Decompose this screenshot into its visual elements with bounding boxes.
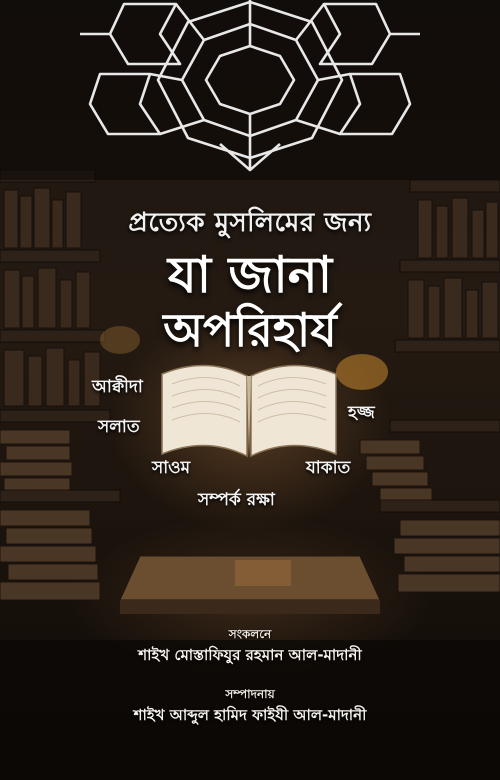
topic-hajj: হজ্জ bbox=[348, 403, 375, 423]
title-line-1: প্রত্যেক মুসলিমের জন্য bbox=[128, 208, 372, 238]
topic-salat: সলাত bbox=[98, 417, 140, 437]
title-line-3: অপরিহার্য bbox=[163, 303, 337, 357]
editor-name: শাইখ আব্দুল হামিদ ফাইযী আল-মাদানী bbox=[133, 706, 367, 724]
open-book-icon bbox=[158, 352, 340, 460]
topic-relations: সম্পর্ক রক্ষা bbox=[198, 490, 275, 510]
title-line-2: যা জানা bbox=[167, 246, 333, 304]
geometric-ornament bbox=[80, 0, 420, 174]
left-book-stack bbox=[0, 430, 100, 600]
topic-sawm: সাওম bbox=[152, 458, 191, 478]
compiled-by-label: সংকলনে bbox=[228, 627, 272, 641]
compiler-name: শাইখ মোস্তাফিযুর রহমান আল-মাদানী bbox=[138, 646, 362, 664]
reading-desk bbox=[120, 556, 380, 614]
topic-aqida: আক্বীদা bbox=[92, 377, 143, 397]
edited-by-label: সম্পাদনায় bbox=[225, 687, 275, 701]
topic-zakat: যাকাত bbox=[306, 458, 351, 478]
right-book-stack bbox=[360, 440, 500, 592]
